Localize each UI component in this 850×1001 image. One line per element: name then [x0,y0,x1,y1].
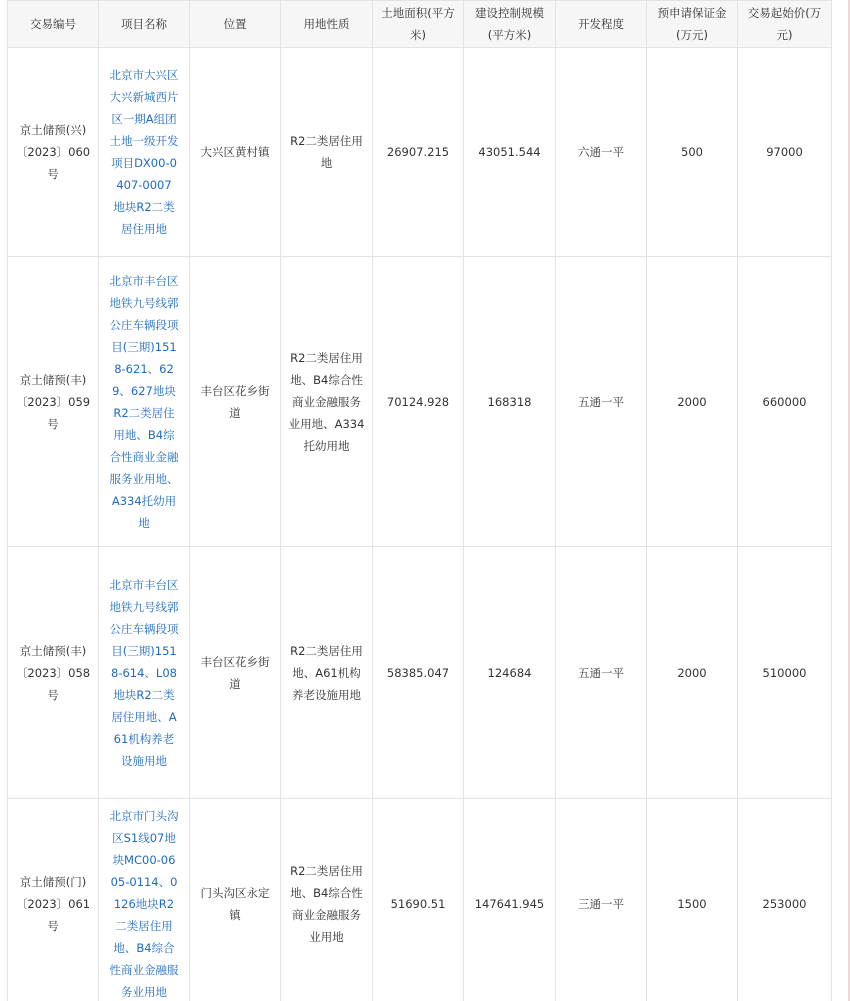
cell-deposit: 500 [647,48,738,257]
cell-project[interactable] [99,48,190,257]
cell-land-use: R2二类居住用地、A61机构养老设施用地 [281,547,373,799]
table-row [8,48,832,257]
cell-location: 大兴区黄村镇 [190,48,281,257]
table-row [8,547,832,799]
cell-land-area: 26907.215 [373,48,464,257]
cell-deposit: 2000 [647,257,738,547]
project-link[interactable]: 北京市门头沟区S1线07地块MC00-0605-0114、0126地块R2二类居住用地、B4综合性商业金融服务业用地 [109,808,179,999]
cell-development-level: 六通一平 [556,48,647,257]
project-link[interactable]: 北京市丰台区地铁九号线郭公庄车辆段项目(三期)1518-621、629、627地块R2二类居住用地、B4综合性商业金融服务业用地、A334托幼用地 [109,273,179,530]
cell-start-price: 97000 [738,48,832,257]
cell-land-use: R2二类居住用地 [281,48,373,257]
cell-code: 京土储预(门)〔2023〕061号 [8,799,99,1001]
header-construction-scale: 建设控制规模(平方米) [464,1,556,48]
cell-development-level: 五通一平 [556,257,647,547]
cell-start-price: 510000 [738,547,832,799]
table-header-row [8,1,832,48]
header-project: 项目名称 [99,1,190,48]
project-link[interactable]: 北京市丰台区地铁九号线郭公庄车辆段项目(三期)1518-614、L08地块R2二类居住用地、A61机构养老设施用地 [109,577,179,768]
project-link[interactable]: 北京市大兴区大兴新城西片区一期A组团土地一级开发项目DX00-0407-0007 地块R2二类居住用地 [109,68,179,236]
cell-land-use: R2二类居住用地、B4综合性商业金融服务业用地、A334托幼用地 [281,257,373,547]
cell-code: 京土储预(丰)〔2023〕058号 [8,547,99,799]
table-row [8,257,832,547]
cell-construction-scale: 124684 [464,547,556,799]
cell-land-area: 58385.047 [373,547,464,799]
cell-land-area: 70124.928 [373,257,464,547]
header-land-use: 用地性质 [281,1,373,48]
cell-development-level: 三通一平 [556,799,647,1001]
cell-code: 京土储预(丰)〔2023〕059号 [8,257,99,547]
cell-land-area: 51690.51 [373,799,464,1001]
cell-location: 丰台区花乡街道 [190,547,281,799]
header-deposit: 预申请保证金(万元) [647,1,738,48]
cell-project[interactable] [99,547,190,799]
cell-location: 门头沟区永定镇 [190,799,281,1001]
header-development-level: 开发程度 [556,1,647,48]
cell-development-level: 五通一平 [556,547,647,799]
cell-land-use: R2二类居住用地、B4综合性商业金融服务业用地 [281,799,373,1001]
table-row [8,799,832,1001]
cell-construction-scale: 147641.945 [464,799,556,1001]
cell-construction-scale: 168318 [464,257,556,547]
cell-start-price: 253000 [738,799,832,1001]
cell-deposit: 1500 [647,799,738,1001]
header-location: 位置 [190,1,281,48]
cell-project[interactable] [99,257,190,547]
cell-code: 京土储预(兴)〔2023〕060号 [8,48,99,257]
cell-location: 丰台区花乡街道 [190,257,281,547]
cell-start-price: 660000 [738,257,832,547]
header-code: 交易编号 [8,1,99,48]
cell-deposit: 2000 [647,547,738,799]
cell-construction-scale: 43051.544 [464,48,556,257]
header-land-area: 土地面积(平方米) [373,1,464,48]
land-transaction-table [7,0,832,1001]
cell-project[interactable] [99,799,190,1001]
header-start-price: 交易起始价(万元) [738,1,832,48]
